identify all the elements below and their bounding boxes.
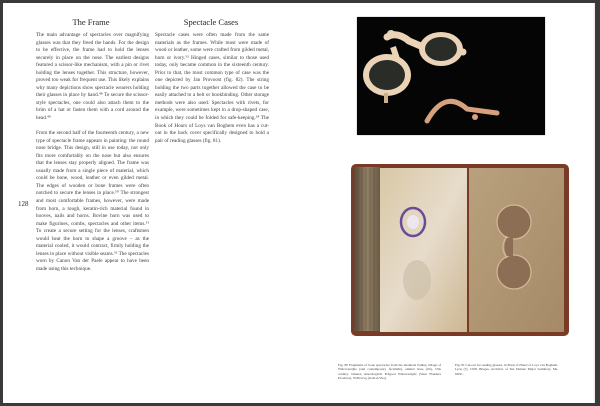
figure-80-photo xyxy=(357,17,545,135)
figure-80-caption: Fig. 80 Fragments of bone spectacles from the medieval fishing village of Walraversijde (and contemporary facsimile), animal bone (rib), 15th century. Ostend, Arkeologisch Erfgoed Walraversijde (West Flanders Province), W.Bvsvvg (GalLA/Vua). xyxy=(338,363,441,380)
book-spread xyxy=(3,3,595,403)
page-number: 128 xyxy=(18,200,29,208)
bone-spectacles-image xyxy=(357,17,545,135)
figure-81-caption: Fig. 81 Cut-out for reading glasses, in Book of Hours of Loys van Boghem, Lyon (?), 1508. Bruges, Archives of Ten Duinen Major Seminary, Ms. 66/91. xyxy=(455,363,558,376)
figure-81-photo xyxy=(349,160,572,337)
paragraph: The main advantage of spectacles over magnifying glasses was that they freed the hands. For the design to be effective, the frame had to hold the lenses securely in place on the nose. The earliest designs featured a scissor-like mechanism, with a pin or rivet holding the lenses together. This structure, however, proved too weak for frequent use. This likely explains why many depictions show spectacle wearers holding their glasses in place by hand.⁴⁸ To secure the scissor-style spectacles, one could also attach them to the brim of a hat or fasten them with a cord around the head.⁴⁹ xyxy=(36,32,149,122)
heading-spectacle-cases: Spectacle Cases xyxy=(183,17,239,27)
book-of-hours-image xyxy=(349,160,572,337)
column-right-text xyxy=(155,32,269,153)
column-left-text xyxy=(36,32,149,281)
heading-the-frame: The Frame xyxy=(72,17,110,27)
paragraph: From the second half of the fourteenth century, a new type of spectacle frame appears in painting: the round nose bridge. This design, still in use today, not only fits more comfortably on the nose but also ensures that the lenses stay properly aligned. The frame was usually made from a single piece of material, which could be bone, wood, leather or even gilded metal. The edges of wooden or bone frames were often notched to secure the lenses in place.⁵⁰ The strongest and most comfortable frames, however, were made from horn, a tough, keratin-rich material found in hooves, nails and horns. Bovine horn was used to make figurines, combs, spectacles and other items.⁵¹ To create a secure setting for the lenses, craftsmen would heat the horn to shape a groove – as the material cooled, it would contract, firmly holding the lenses in place without visible seams.⁵² The spectacles worn by Canon Van der Paele appear to have been made using this technique. xyxy=(36,130,149,272)
page-edge xyxy=(593,3,595,403)
paragraph: Spectacle cases were often made from the same materials as the frames. While most were made of wood or leather, some were crafted from gilded metal, horn or ivory.⁵³ Hinged cases, similar to those used today, only became common in the sixteenth century. Prior to that, the most common type of case was the one depicted by Jan Provoost (fig. 82). The string holding the two parts together allowed the case to be easily attached to a belt or bookbinding. Other storage methods were also used. Spectacles with rivets, for example, were sometimes kept in a drop-shaped case, in which they could be folded for safe-keeping.⁵⁴ The Book of Hours of Loys van Boghem even has a cut-out in the back cover specifically designed to hold a pair of reading glasses (fig. 81). xyxy=(155,32,269,144)
